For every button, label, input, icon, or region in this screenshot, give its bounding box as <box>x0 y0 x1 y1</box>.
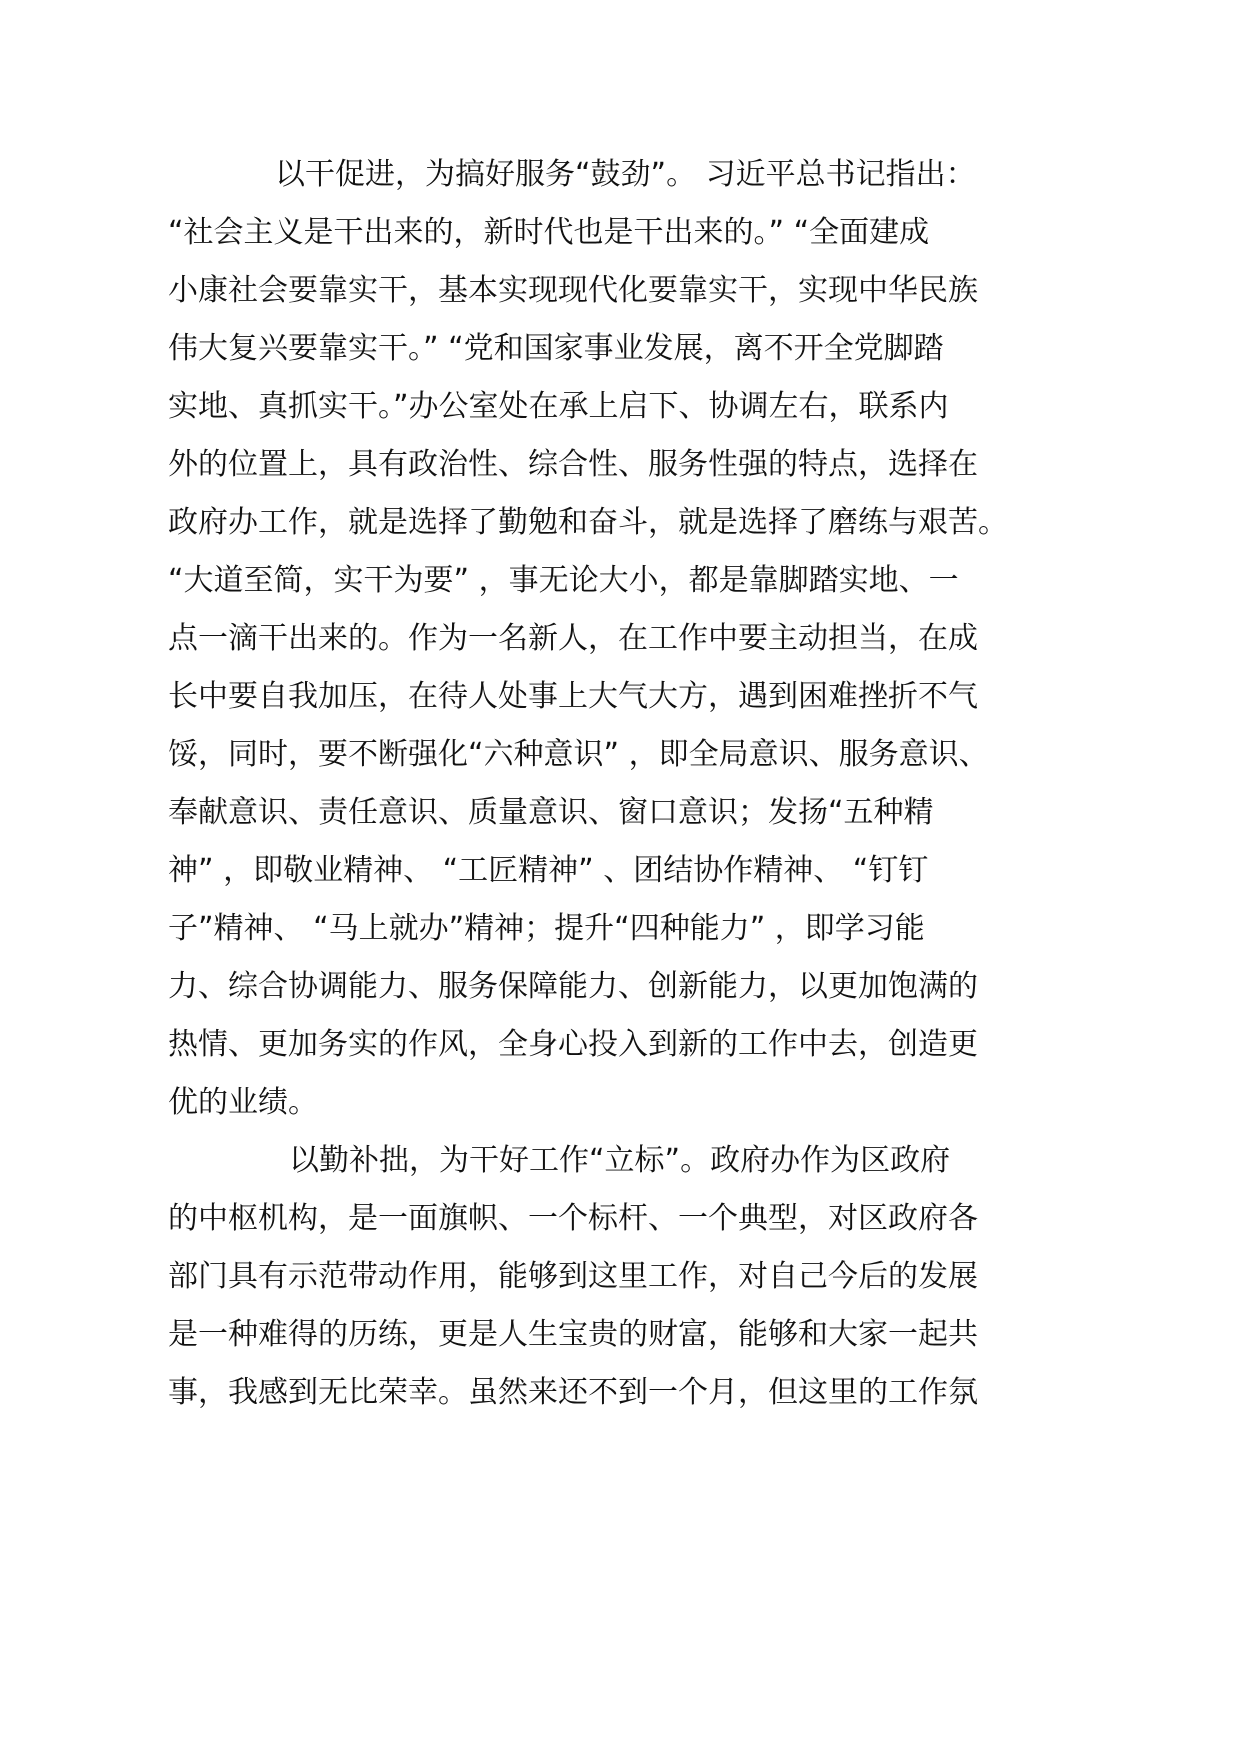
text-line: 部门具有示范带动作用，能够到这里工作，对自己今后的发展 <box>168 1259 978 1294</box>
text-line: “大道至简，实干为要” ，事无论大小，都是靠脚踏实地、一 <box>168 563 959 598</box>
text-line: 的中枢机构，是一面旗帜、一个标杆、一个典型，对区政府各 <box>168 1201 978 1236</box>
text-line: 热情、更加务实的作风，全身心投入到新的工作中去，创造更 <box>168 1027 978 1062</box>
text-line: 长中要自我加压，在待人处事上大气大方，遇到困难挫折不气 <box>168 679 978 714</box>
text-line: 以勤补拙，为干好工作“立标”。政府办作为区政府 <box>289 1143 951 1178</box>
text-line: 实地、真抓实干。”办公室处在承上启下、协调左右，联系内 <box>168 389 949 424</box>
text-line: 点一滴干出来的。作为一名新人，在工作中要主动担当，在成 <box>168 621 978 656</box>
text-line: “社会主义是干出来的，新时代也是干出来的。” “全面建成 <box>168 215 930 250</box>
text-line: 优的业绩。 <box>168 1085 318 1120</box>
text-line: 是一种难得的历练，更是人生宝贵的财富，能够和大家一起共 <box>168 1317 978 1352</box>
text-line: 神” ，即敬业精神、 “工匠精神” 、团结协作精神、 “钉钉 <box>168 853 929 888</box>
text-line: 小康社会要靠实干，基本实现现代化要靠实干，实现中华民族 <box>168 273 978 308</box>
text-line: 以干促进，为搞好服务“鼓劲”。 习近平总书记指出： <box>275 157 976 192</box>
text-line: 伟大复兴要靠实干。” “党和国家事业发展，离不开全党脚踏 <box>168 331 944 366</box>
text-line: 子”精神、 “马上就办”精神；提升“四种能力” ，即学习能 <box>168 911 925 946</box>
text-line: 外的位置上，具有政治性、综合性、服务性强的特点，选择在 <box>168 447 978 482</box>
text-line: 事，我感到无比荣幸。虽然来还不到一个月，但这里的工作氛 <box>168 1375 978 1410</box>
text-line: 奉献意识、责任意识、质量意识、窗口意识；发扬“五种精 <box>168 795 934 830</box>
text-line: 政府办工作，就是选择了勤勉和奋斗，就是选择了磨练与艰苦。 <box>168 505 1008 540</box>
text-line: 馁，同时，要不断强化“六种意识” ，即全局意识、服务意识、 <box>168 737 989 772</box>
text-line: 力、综合协调能力、服务保障能力、创新能力，以更加饱满的 <box>168 969 978 1004</box>
